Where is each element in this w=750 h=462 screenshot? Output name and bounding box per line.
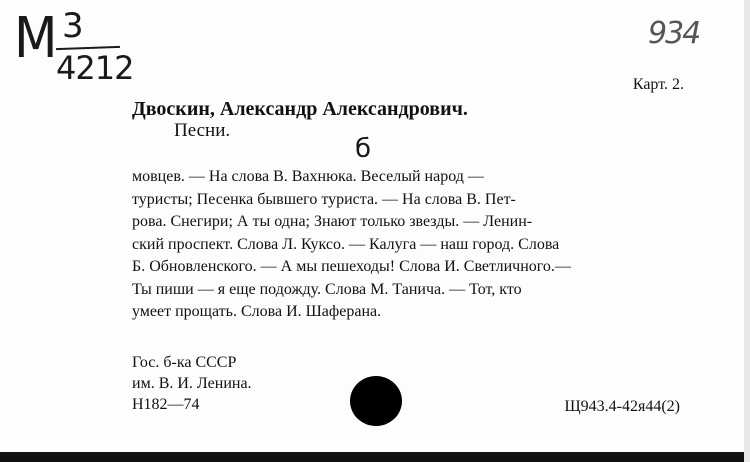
- library-named-after: им. В. И. Ленина.: [132, 375, 252, 392]
- handwritten-page-mark: б: [355, 134, 372, 164]
- body-line: умеет прощать. Слова И. Шаферана.: [132, 303, 382, 320]
- library-name: Гос. б-ка СССР: [132, 354, 237, 371]
- card-body-text: [132, 166, 692, 324]
- body-line: Ты пиши — я еще подожду. Слова М. Танича. — Тот, кто: [132, 280, 522, 298]
- shelf-mark-top: 3: [62, 6, 84, 46]
- card-bottom-edge: [0, 452, 750, 462]
- work-title: Песни.: [174, 120, 231, 141]
- card-number-label: Карт. 2.: [632, 76, 684, 93]
- corner-handwritten-number: 934: [648, 16, 700, 51]
- author-heading: Двоскин, Александр Александрович.: [132, 98, 468, 120]
- shelf-mark-bottom: 4212: [56, 49, 134, 87]
- shelf-mark-letter: М: [14, 6, 56, 71]
- punch-hole: [350, 376, 402, 426]
- library-order-number: Н182—74: [132, 396, 200, 413]
- catalog-classification-code: Щ943.4-42я44(2): [564, 398, 680, 415]
- body-line: Б. Обновленского. — А мы пешеходы! Слова И. Светличного.—: [132, 258, 571, 275]
- body-line: мовцев. — На слова В. Вахнюка. Веселый народ —: [132, 168, 484, 185]
- body-line: рова. Снегири; А ты одна; Знают только звезды. — Ленин-: [132, 213, 533, 230]
- card-right-edge: [744, 0, 750, 462]
- library-imprint: [132, 352, 252, 415]
- body-line: ский проспект. Слова Л. Куксо. — Калуга — наш город. Слова: [132, 235, 560, 253]
- body-line: туристы; Песенка бывшего туриста. — На слова В. Пет-: [132, 190, 516, 208]
